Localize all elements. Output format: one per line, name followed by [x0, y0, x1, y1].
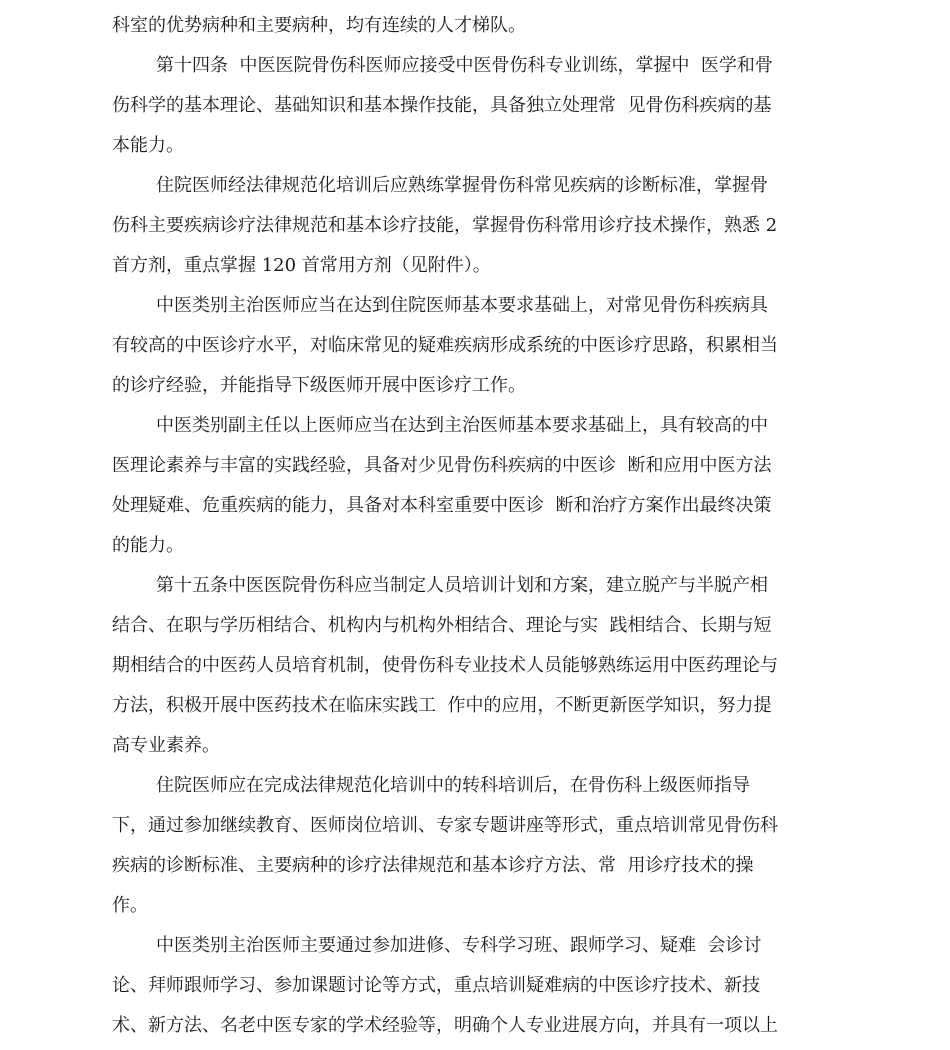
text-line: 本能力。	[112, 135, 184, 156]
text-line: 医理论素养与丰富的实践经验，具备对少见骨伤科疾病的中医诊 断和应用中医方法	[112, 455, 772, 476]
text-line: 伤科主要疾病诊疗法律规范和基本诊疗技能，掌握骨伤科常用诊疗技术操作，熟悉 2	[112, 215, 778, 236]
document-body	[112, 6, 852, 1046]
text-line: 有较高的中医诊疗水平，对临床常见的疑难疾病形成系统的中医诊疗思路，积累相当	[112, 335, 778, 356]
text-line: 的诊疗经验，并能指导下级医师开展中医诊疗工作。	[112, 375, 526, 396]
text-line: 期相结合的中医药人员培育机制，使骨伤科专业技术人员能够熟练运用中医药理论与	[112, 655, 778, 676]
text-line: 伤科学的基本理论、基础知识和基本操作技能，具备独立处理常 见骨伤科疾病的基	[112, 95, 772, 116]
paragraph-first-line: 住院医师经法律规范化培训后应熟练掌握骨伤科常见疾病的诊断标准，掌握骨	[156, 175, 768, 196]
text-line: 下，通过参加继续教育、医师岗位培训、专家专题讲座等形式，重点培训常见骨伤科	[112, 815, 778, 836]
text-line: 的能力。	[112, 535, 184, 556]
text-line: 论、拜师跟师学习、参加课题讨论等方式，重点培训疑难病的中医诊疗技术、新技	[112, 975, 760, 996]
paragraph-first-line: 第十五条中医医院骨伤科应当制定人员培训计划和方案，建立脱产与半脱产相	[156, 575, 768, 596]
paragraph-first-line: 中医类别主治医师应当在达到住院医师基本要求基础上，对常见骨伤科疾病具	[156, 295, 768, 316]
paragraph-first-line: 中医类别副主任以上医师应当在达到主治医师基本要求基础上，具有较高的中	[156, 415, 768, 436]
text-line: 高专业素养。	[112, 735, 220, 756]
text-line: 处理疑难、危重疾病的能力，具备对本科室重要中医诊 断和治疗方案作出最终决策	[112, 495, 772, 516]
text-line: 疾病的诊断标准、主要病种的诊疗法律规范和基本诊疗方法、常 用诊疗技术的操	[112, 855, 754, 876]
text-line: 首方剂，重点掌握 120 首常用方剂（见附件）。	[112, 255, 491, 276]
text-line: 作。	[112, 895, 148, 916]
text-line: 方法，积极开展中医药技术在临床实践工 作中的应用，不断更新医学知识，努力提	[112, 695, 772, 716]
paragraph-first-line: 住院医师应在完成法律规范化培训中的转科培训后，在骨伤科上级医师指导	[156, 775, 750, 796]
paragraph-first-line: 第十四条 中医医院骨伤科医师应接受中医骨伤科专业训练，掌握中 医学和骨	[156, 55, 773, 76]
text-line: 结合、在职与学历相结合、机构内与机构外相结合、理论与实 践相结合、长期与短	[112, 615, 772, 636]
paragraph-first-line: 中医类别主治医师主要通过参加进修、专科学习班、跟师学习、疑难 会诊讨	[156, 935, 762, 956]
text-line: 科室的优势病种和主要病种，均有连续的人才梯队。	[112, 15, 526, 36]
text-line: 术、新方法、名老中医专家的学术经验等，明确个人专业进展方向，并具有一项以上	[112, 1015, 778, 1036]
